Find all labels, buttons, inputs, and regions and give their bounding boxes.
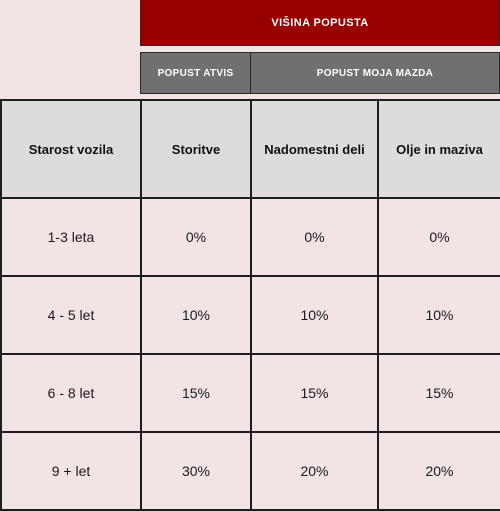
spare-parts-discount-cell: 20% <box>251 432 378 510</box>
mazda-discount-label: POPUST MOJA MAZDA <box>316 67 434 79</box>
column-header-services: Storitve <box>141 100 251 198</box>
spare-parts-discount-cell: 10% <box>251 276 378 354</box>
services-discount-cell: 30% <box>141 432 251 510</box>
vehicle-age-cell: 9 + let <box>1 432 141 510</box>
atvis-discount-label: POPUST ATVIS <box>157 67 234 79</box>
table-row <box>1 432 500 510</box>
column-header-vehicle-age: Starost vozila <box>1 100 141 198</box>
oil-discount-cell: 15% <box>378 354 500 432</box>
services-discount-cell: 15% <box>141 354 251 432</box>
vehicle-age-cell: 4 - 5 let <box>1 276 141 354</box>
vehicle-age-cell: 1-3 leta <box>1 198 141 276</box>
oil-discount-cell: 20% <box>378 432 500 510</box>
services-discount-cell: 0% <box>141 198 251 276</box>
column-header-spare-parts: Nadomestni deli <box>251 100 378 198</box>
table-row <box>1 198 500 276</box>
spare-parts-discount-cell: 0% <box>251 198 378 276</box>
column-header-oil-lubricants: Olje in maziva <box>378 100 500 198</box>
table-header-row <box>1 100 500 198</box>
services-discount-cell: 10% <box>141 276 251 354</box>
table-row <box>1 354 500 432</box>
vehicle-age-cell: 6 - 8 let <box>1 354 141 432</box>
discount-level-header <box>140 0 500 46</box>
oil-discount-cell: 10% <box>378 276 500 354</box>
discount-level-label: VIŠINA POPUSTA <box>271 16 369 29</box>
atvis-discount-header <box>140 52 251 94</box>
table-row <box>1 276 500 354</box>
spare-parts-discount-cell: 15% <box>251 354 378 432</box>
oil-discount-cell: 0% <box>378 198 500 276</box>
mazda-discount-header <box>250 52 500 94</box>
discount-table <box>0 99 500 511</box>
